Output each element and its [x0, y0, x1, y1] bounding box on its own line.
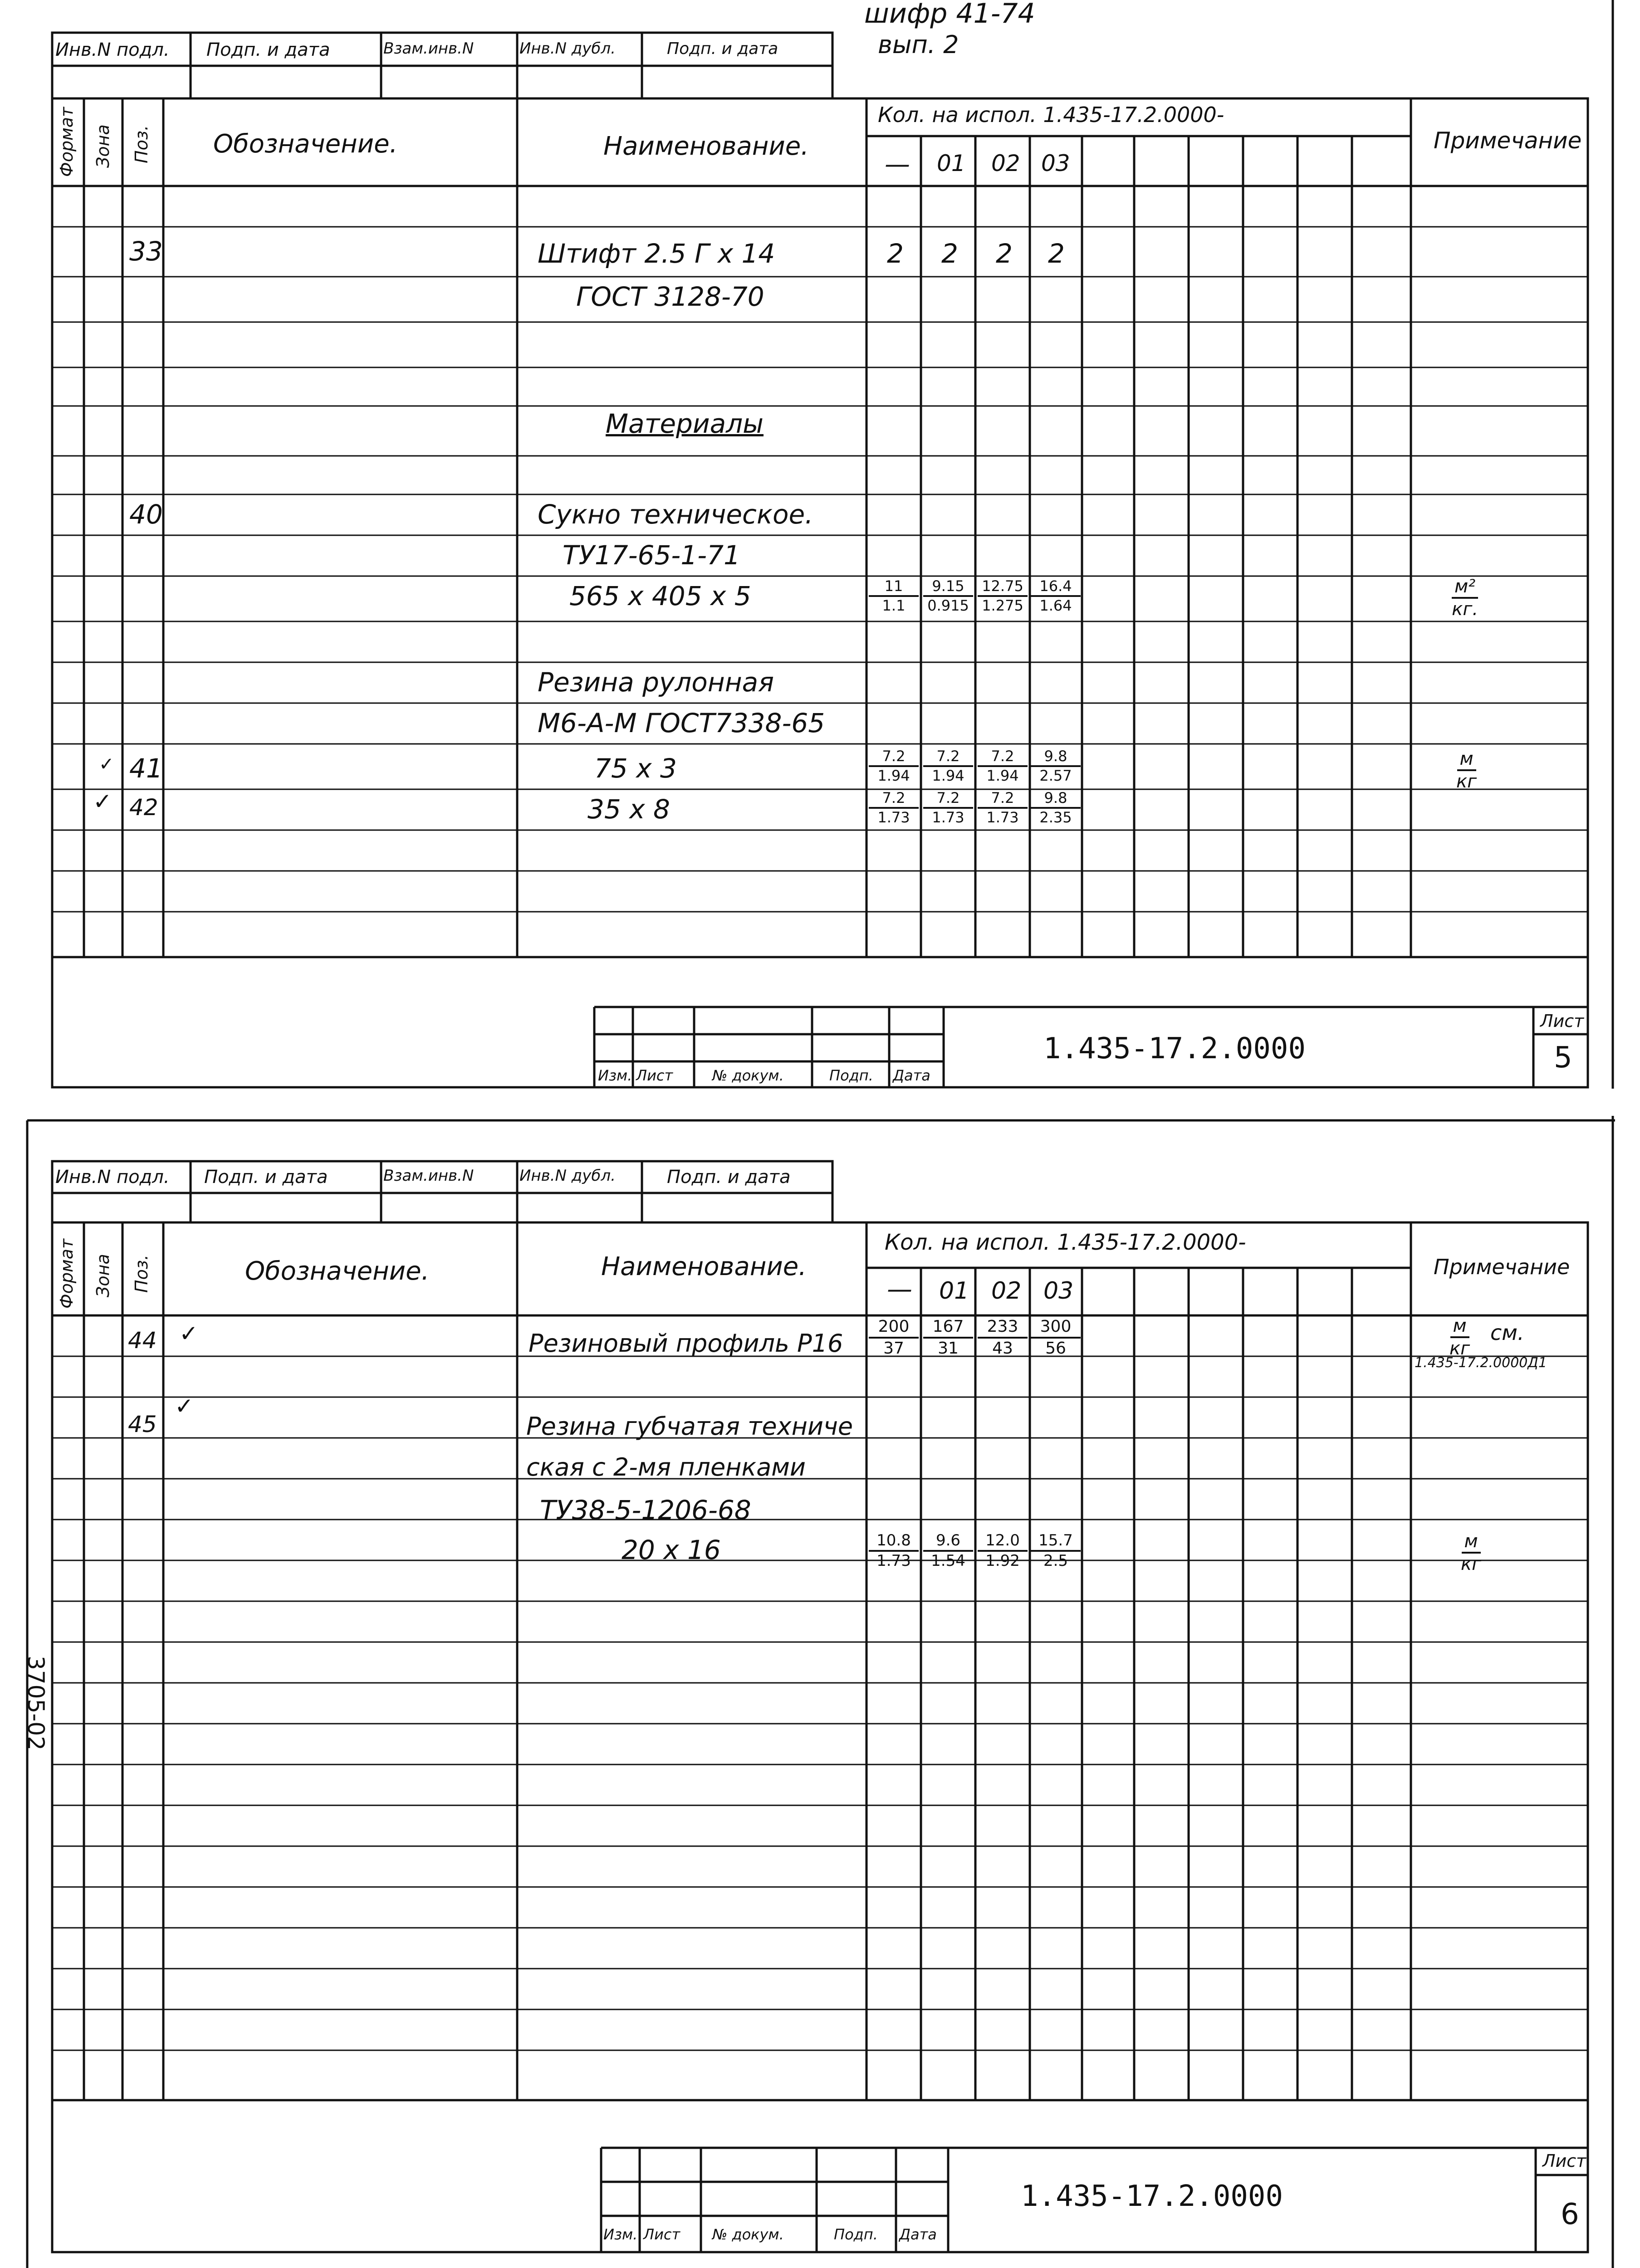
col-header-note: Примечание — [1434, 127, 1582, 154]
col-header-format: Формат — [57, 107, 77, 177]
item-rezina-gubchataya: Резина губчатая техниче — [526, 1412, 853, 1441]
variant-01: 01 — [937, 150, 966, 176]
stamp-label-inv-podl: Инв.N подл. — [55, 39, 170, 60]
note-unit-45: м кг — [1461, 1531, 1482, 1574]
tb-label-izm: Изм. — [598, 1067, 632, 1084]
col-header-qty: Кол. на испол. 1.435-17.2.0000- — [878, 103, 1224, 127]
item-size-35x8: 35 х 8 — [587, 794, 670, 825]
frac-42-v3: $\frac{9.8}{2.35}$ — [1031, 790, 1081, 826]
doc-number: 1.435-17.2.0000 — [1043, 1032, 1306, 1066]
frac-41-v2: $\frac{7.2}{1.94}$ — [978, 748, 1028, 784]
item-rezinoviy-profil: Резиновый профиль Р16 — [529, 1329, 843, 1358]
item-tu17: ТУ17-65-1-71 — [563, 540, 740, 571]
item-size-565: 565 х 405 х 5 — [569, 581, 751, 611]
pos-41: 41 — [129, 753, 163, 784]
variant-02: 02 — [991, 150, 1020, 176]
variant2-03: 03 — [1043, 1277, 1074, 1305]
qty-33-v3: 2 — [1048, 238, 1065, 269]
sheet-label: Лист — [1540, 1011, 1584, 1031]
col2-header-qty: Кол. на испол. 1.435-17.2.0000- — [885, 1230, 1246, 1255]
item-size-20x16: 20 х 16 — [622, 1535, 721, 1565]
stamp2-label-vzam-inv: Взам.инв.N — [383, 1167, 474, 1185]
item-sukno: Сукно техническое. — [538, 499, 813, 530]
frac-44-v0: $\frac{200}{37}$ — [869, 1318, 919, 1357]
col2-header-note: Примечание — [1434, 1255, 1570, 1279]
col2-header-zone: Зона — [93, 1254, 113, 1297]
frac-45-v1: $\frac{9.6}{1.54}$ — [923, 1532, 973, 1570]
frac-41-v0: $\frac{7.2}{1.94}$ — [869, 748, 919, 784]
col-header-zone: Зона — [93, 124, 113, 168]
tb-label-list: Лист — [636, 1067, 673, 1084]
stamp-label-podp-data-2: Подп. и дата — [667, 39, 778, 58]
note-unit-44: м кг — [1449, 1315, 1470, 1359]
col2-header-pos: Поз. — [132, 1254, 152, 1293]
check-icon-42: ✓ — [93, 788, 112, 815]
frac-44-v2: $\frac{233}{43}$ — [978, 1318, 1028, 1357]
pos-40: 40 — [129, 499, 163, 530]
tb2-label-list: Лист — [643, 2226, 680, 2243]
col2-header-format: Формат — [57, 1238, 77, 1309]
tb-label-dokum: № докум. — [712, 1067, 784, 1084]
frac-40-v3: $\frac{16.4}{1.64}$ — [1031, 578, 1081, 614]
col-header-name: Наименование. — [603, 132, 809, 161]
sheet2-number: 6 — [1561, 2198, 1579, 2231]
note-see: см. — [1490, 1320, 1524, 1345]
pos-33: 33 — [129, 236, 163, 267]
item-tu38: ТУ38-5-1206-68 — [540, 1495, 751, 1525]
qty-33-v0: 2 — [887, 238, 904, 269]
item-shtift: Штифт 2.5 Г х 14 — [538, 238, 775, 269]
item-m6-gost7338: М6-А-М ГОСТ7338-65 — [538, 708, 825, 738]
tb2-label-data: Дата — [899, 2226, 937, 2243]
pos-45: 45 — [128, 1411, 157, 1437]
cipher-code: шифр 41-74 — [864, 0, 1035, 29]
stamp2-label-podp-data: Подп. и дата — [204, 1167, 328, 1188]
qty-33-v1: 2 — [941, 238, 958, 269]
frac-41-v1: $\frac{7.2}{1.94}$ — [923, 748, 973, 784]
variant-dash: — — [885, 150, 910, 179]
frac-45-v3: $\frac{15.7}{2.5}$ — [1031, 1532, 1081, 1570]
note-unit-41: м кг — [1456, 748, 1477, 792]
check-icon-41: ✓ — [99, 754, 114, 775]
qty-33-v2: 2 — [996, 238, 1013, 269]
stamp-label-inv-dubl: Инв.N дубл. — [519, 39, 616, 58]
col2-header-name: Наименование. — [601, 1252, 807, 1281]
sheet-number: 5 — [1554, 1041, 1572, 1075]
pos-44: 44 — [128, 1327, 157, 1354]
stamp2-label-inv-dubl: Инв.N дубл. — [519, 1167, 616, 1185]
tb2-label-podp: Подп. — [834, 2226, 878, 2243]
tb2-label-dokum: № докум. — [712, 2226, 784, 2243]
frac-44-v1: $\frac{167}{31}$ — [923, 1318, 973, 1357]
col-header-designation: Обозначение. — [213, 129, 398, 159]
pos-42: 42 — [129, 794, 158, 821]
frac-42-v0: $\frac{7.2}{1.73}$ — [869, 790, 919, 826]
note-ref-d1: 1.435-17.2.0000Д1 — [1415, 1355, 1547, 1371]
item-s-plenkami: ская с 2-мя пленками — [526, 1453, 806, 1481]
frac-40-v1: $\frac{9.15}{0.915}$ — [923, 578, 973, 614]
stamp2-label-inv-podl: Инв.N подл. — [55, 1167, 170, 1188]
stamp-label-vzam-inv: Взам.инв.N — [383, 39, 474, 58]
item-gost-3128: ГОСТ 3128-70 — [576, 281, 764, 312]
frac-42-v2: $\frac{7.2}{1.73}$ — [978, 790, 1028, 826]
check-icon-44: ✓ — [179, 1320, 198, 1347]
frac-40-v2: $\frac{12.75}{1.275}$ — [978, 578, 1028, 614]
frac-45-v0: $\frac{10.8}{1.73}$ — [869, 1532, 919, 1570]
doc2-number: 1.435-17.2.0000 — [1021, 2180, 1283, 2213]
section-materials: Материалы — [606, 408, 764, 439]
stamp-label-podp-data: Подп. и дата — [206, 39, 330, 60]
frac-45-v2: $\frac{12.0}{1.92}$ — [978, 1532, 1028, 1570]
col-header-pos: Поз. — [132, 125, 152, 163]
variant2-01: 01 — [939, 1277, 969, 1305]
frac-41-v3: $\frac{9.8}{2.57}$ — [1031, 748, 1081, 784]
stamp2-label-podp-data-2: Подп. и дата — [667, 1167, 791, 1188]
check-icon-45: ✓ — [175, 1393, 194, 1419]
col2-header-designation: Обозначение. — [245, 1256, 430, 1286]
side-archive-number: 3705-02 — [23, 1656, 49, 1750]
item-size-75x3: 75 х 3 — [594, 753, 677, 784]
variant2-02: 02 — [991, 1277, 1022, 1305]
tb-label-podp: Подп. — [829, 1067, 873, 1084]
frac-44-v3: $\frac{300}{56}$ — [1031, 1318, 1081, 1357]
variant-03: 03 — [1041, 150, 1070, 176]
item-rezina-rulonnaya: Резина рулонная — [538, 667, 774, 698]
issue-number: вып. 2 — [878, 30, 959, 59]
tb2-label-izm: Изм. — [603, 2226, 638, 2243]
variant2-dash: — — [887, 1275, 912, 1304]
frac-42-v1: $\frac{7.2}{1.73}$ — [923, 790, 973, 826]
tb-label-data: Дата — [893, 1067, 930, 1084]
sheet2-label: Лист — [1542, 2151, 1586, 2171]
note-unit-40: м² кг. — [1452, 576, 1478, 620]
frac-40-v0: $\frac{11}{1.1}$ — [869, 578, 919, 614]
